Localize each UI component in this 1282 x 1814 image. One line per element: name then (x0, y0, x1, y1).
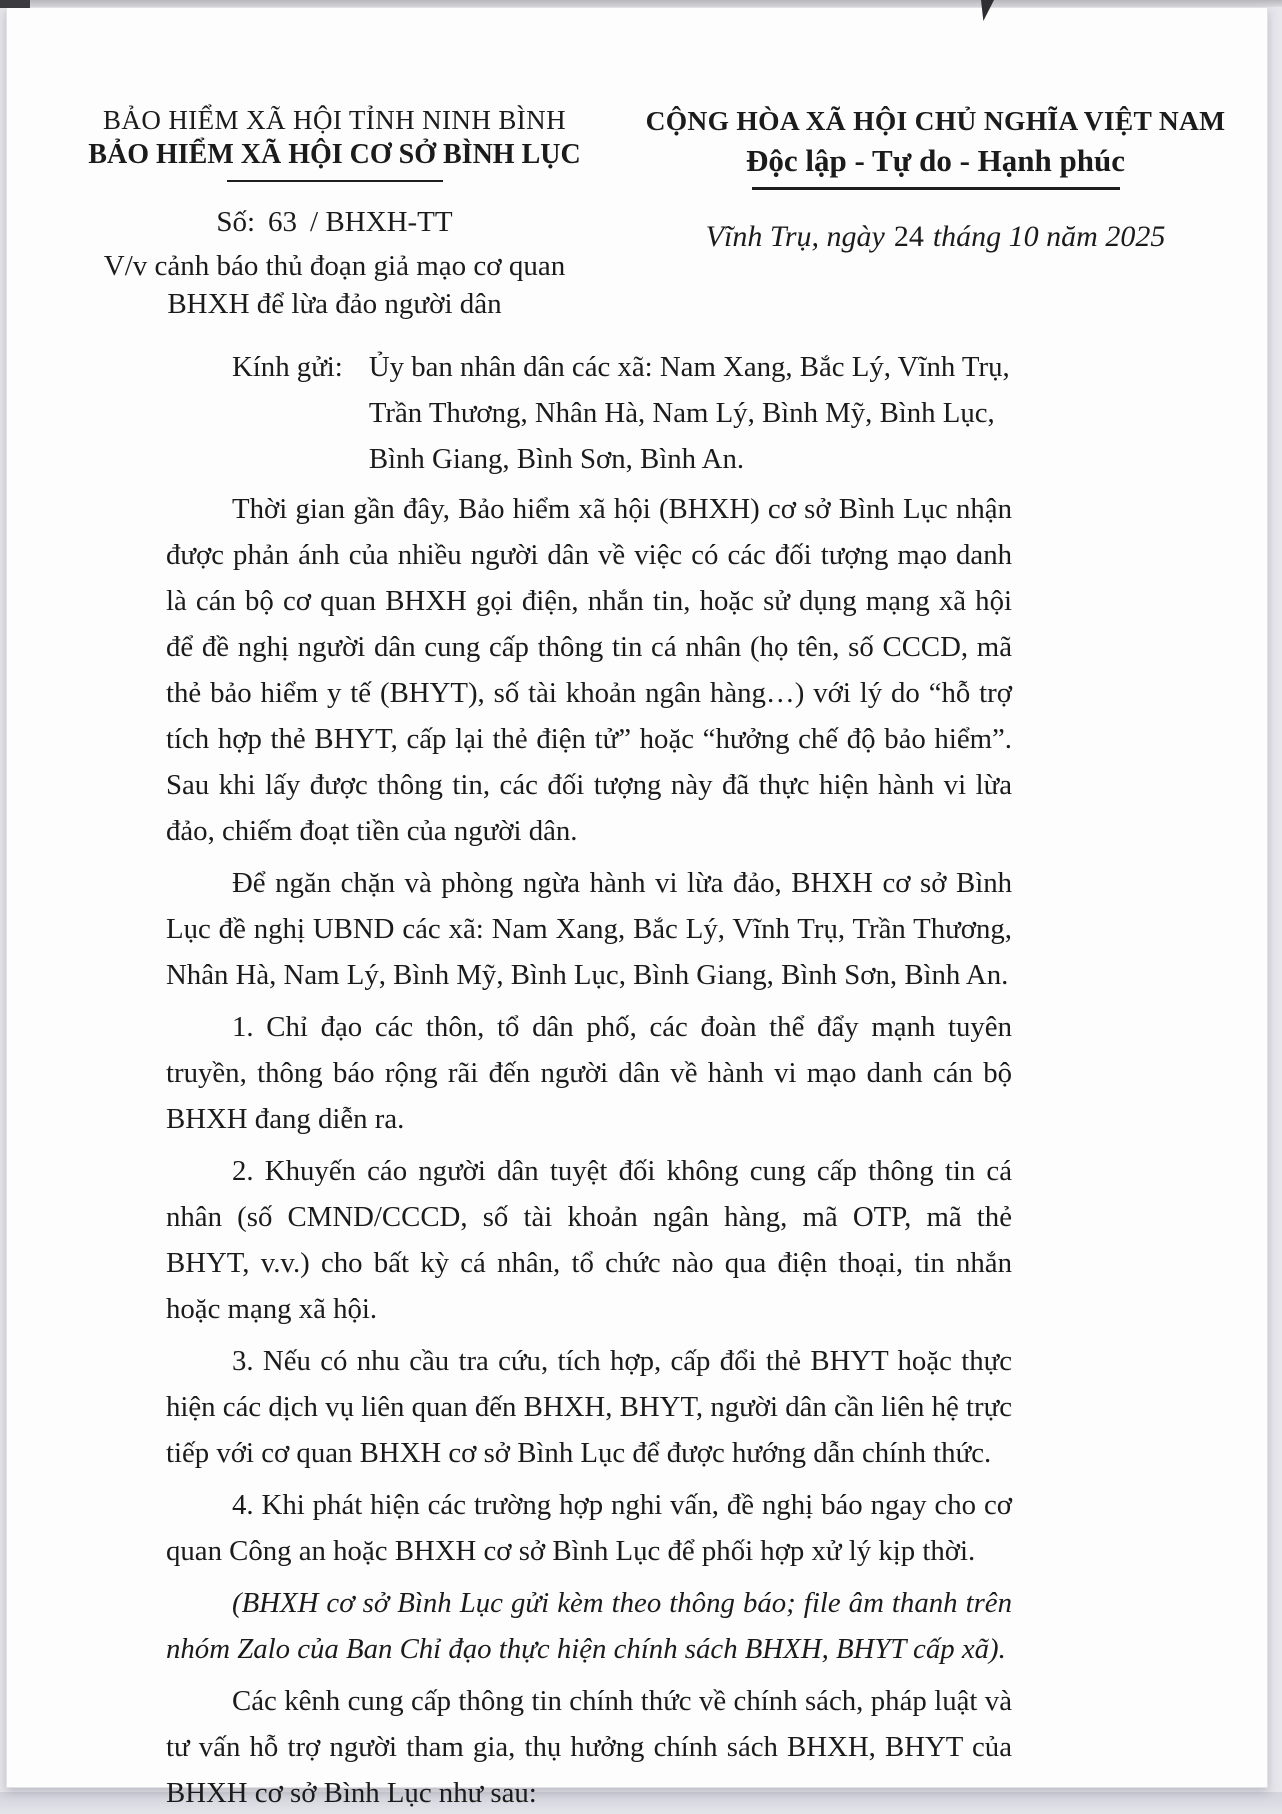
republic-title: CỘNG HÒA XÃ HỘI CHỦ NGHĨA VIỆT NAM (645, 105, 1226, 136)
number-suffix: / BHXH-TT (310, 206, 453, 238)
motto-underline (752, 187, 1120, 190)
document-number-line (57, 206, 612, 239)
national-heading-block (612, 105, 1249, 324)
body-paragraph-intro: Thời gian gần đây, Bảo hiểm xã hội (BHXH) cơ sở Bình Lục nhận được phản ánh của nhiều người dân về việc có các đối tượng mạo danh là cán bộ cơ quan BHXH gọi điện, nhắn tin, hoặc sử dụng mạng xã hội để đề nghị người dân cung cấp thông tin cá nhân (họ tên, số CCCD, mã thẻ bảo hiểm y tế (BHYT), số tài khoản ngân hàng…) với lý do “hỗ trợ tích hợp thẻ BHYT, cấp lại thẻ điện tử” hoặc “hưởng chế độ bảo hiểm”. Sau khi lấy được thông tin, các đối tượng này đã thực hiện hành vi lừa đảo, chiếm đoạt tiền của người dân. (166, 492, 1012, 847)
body-paragraph-item-1: 1. Chỉ đạo các thôn, tổ dân phố, các đoàn thể đẩy mạnh tuyên truyền, thông báo rộng rãi đến người dân về hành vi mạo danh cán bộ BHXH đang diễn ra. (166, 1010, 1012, 1135)
scan-artifact-top-left (0, 0, 30, 8)
agency-parent-name: BẢO HIỂM XÃ HỘI TỈNH NINH BÌNH (103, 105, 566, 135)
body-paragraph-item-3: 3. Nếu có nhu cầu tra cứu, tích hợp, cấp đổi thẻ BHYT hoặc thực hiện các dịch vụ liên quan đến BHXH, BHYT, người dân cần liên hệ trực tiếp với cơ quan BHXH cơ sở Bình Lục để được hướng dẫn chính thức. (166, 1344, 1012, 1469)
document-page (6, 7, 1268, 1809)
number-value: 63 (268, 206, 298, 238)
body-paragraph-item-2: 2. Khuyến cáo người dân tuyệt đối không cung cấp thông tin cá nhân (số CMND/CCCD, số tài khoản ngân hàng, mã OTP, mã thẻ BHYT, v.v.) cho bất kỳ cá nhân, tổ chức nào qua điện thoại, tin nhắn hoặc mạng xã hội. (166, 1154, 1012, 1325)
document-body (166, 344, 1012, 1814)
subject-line-1: V/v cảnh báo thủ đoạn giả mạo cơ quan (103, 250, 566, 282)
date-place: Vĩnh Trụ, ngày (705, 220, 885, 253)
place-date-line (622, 220, 1249, 254)
national-motto: Độc lập - Tự do - Hạnh phúc (746, 143, 1125, 178)
document-subject (57, 247, 612, 324)
body-paragraph-request: Để ngăn chặn và phòng ngừa hành vi lừa đảo, BHXH cơ sở Bình Lục đề nghị UBND các xã: Nam Xang, Bắc Lý, Vĩnh Trụ, Trần Thương, Nhân Hà, Nam Lý, Bình Mỹ, Bình Lục, Bình Giang, Bình Sơn, Bình An. (166, 866, 1012, 991)
number-label: Số: (216, 206, 256, 238)
issuing-agency-block (57, 105, 612, 324)
subject-line-2: BHXH để lừa đảo người dân (167, 288, 502, 321)
body-paragraph-item-4: 4. Khi phát hiện các trường hợp nghi vấn, đề nghị báo ngay cho cơ quan Công an hoặc BHXH cơ sở Bình Lục để phối hợp xử lý kịp thời. (166, 1488, 1012, 1567)
agency-underline (227, 180, 443, 182)
date-day: 24 (893, 220, 924, 253)
date-month-year: tháng 10 năm 2025 (932, 220, 1166, 253)
body-paragraph-attachment-note: (BHXH cơ sở Bình Lục gửi kèm theo thông báo; file âm thanh trên nhóm Zalo của Ban Chỉ đạo thực hiện chính sách BHXH, BHYT cấp xã). (166, 1586, 1012, 1665)
body-paragraph-channels-intro: Các kênh cung cấp thông tin chính thức về chính sách, pháp luật và tư vấn hỗ trợ người tham gia, thụ hưởng chính sách BHXH, BHYT của BHXH cơ sở Bình Lục như sau: (166, 1684, 1012, 1809)
recipient-block (166, 344, 1012, 482)
recipient-label: Kính gửi: (232, 350, 343, 383)
recipient-list: Ủy ban nhân dân các xã: Nam Xang, Bắc Lý, Vĩnh Trụ, Trần Thương, Nhân Hà, Nam Lý, Bình Mỹ, Bình Lục, Bình Giang, Bình Sơn, Bình An. (368, 350, 1010, 475)
document-header (7, 8, 1267, 324)
agency-name: BẢO HIỂM XÃ HỘI CƠ SỞ BÌNH LỤC (88, 139, 581, 170)
scan-top-edge (0, 0, 1282, 7)
